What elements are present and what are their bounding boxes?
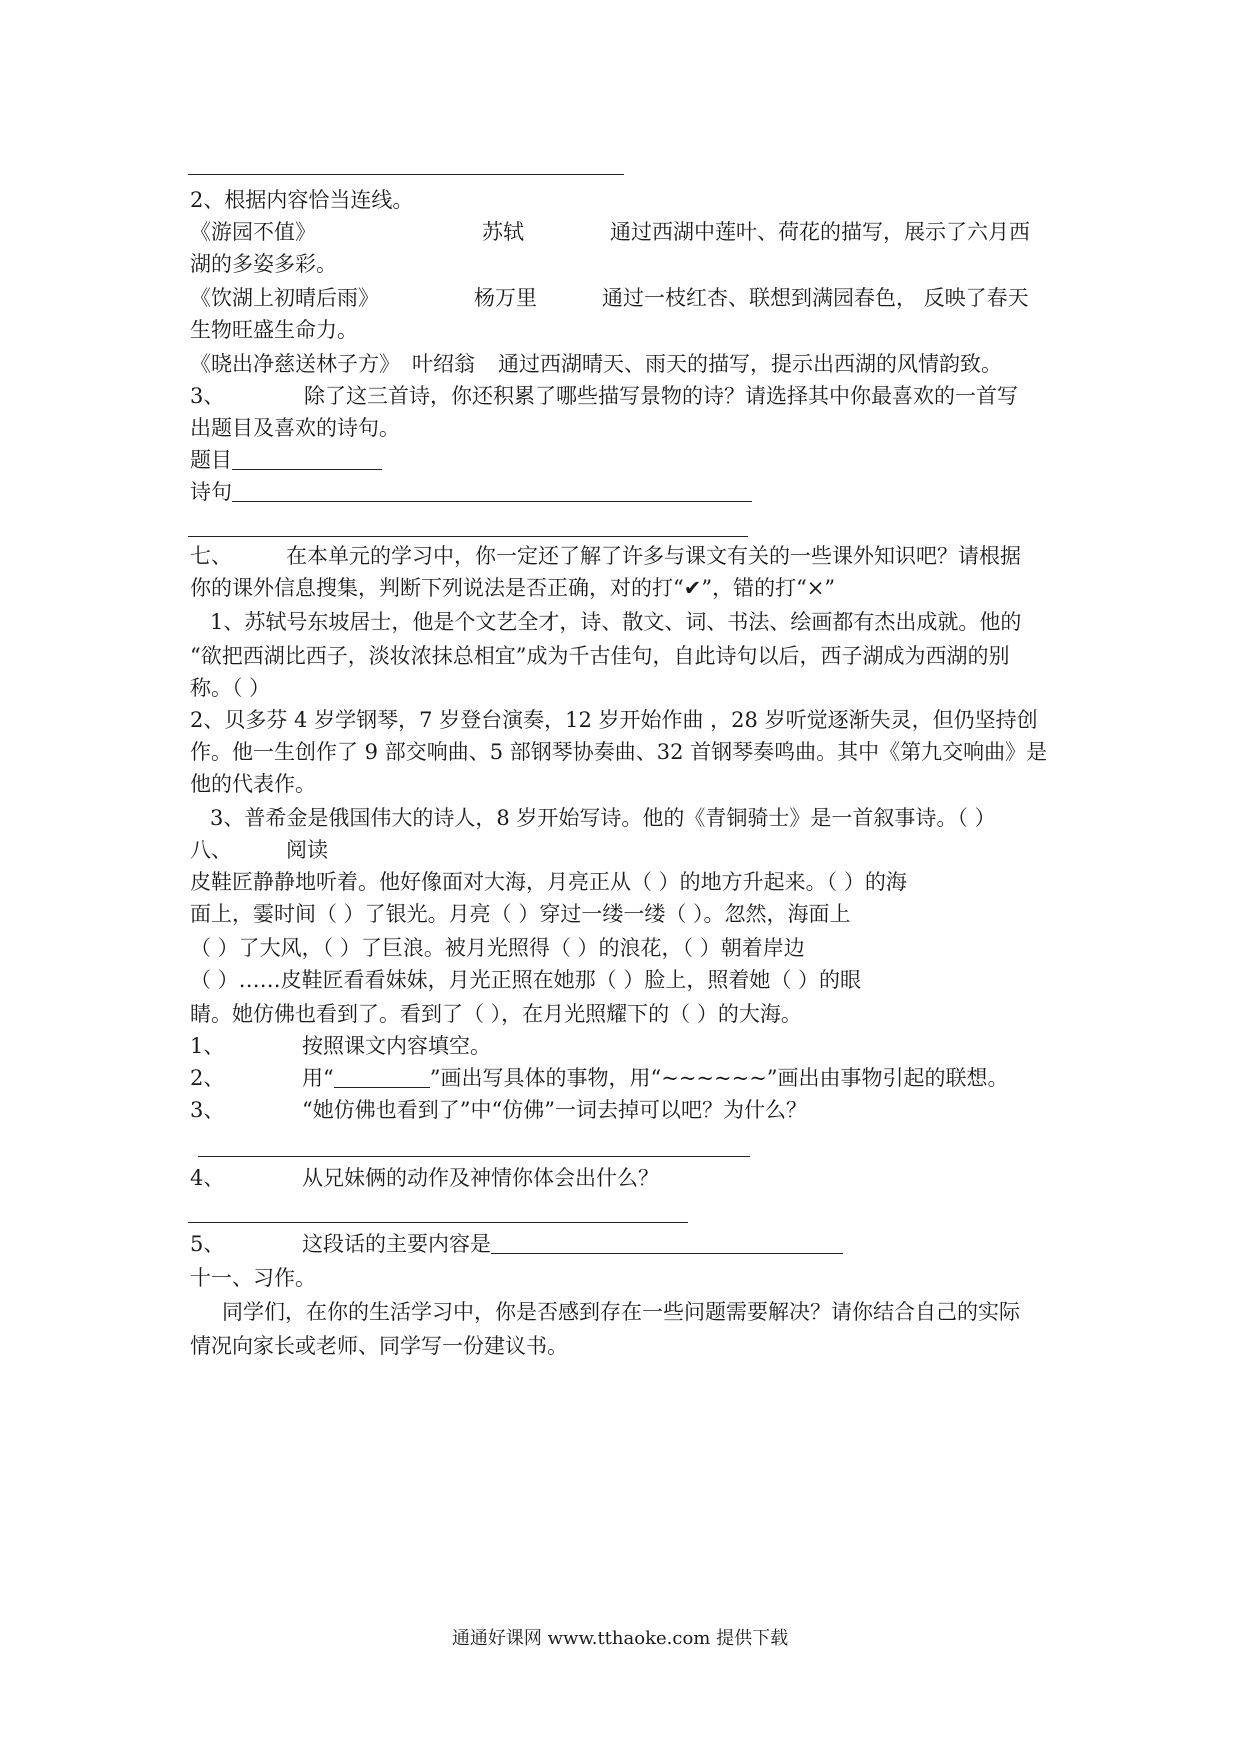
match-row-2-cont: 生物旺盛生命力。 <box>190 318 358 342</box>
judgement-item-2: 2、贝多芬 4 岁学钢琴，7 岁登台演奏，12 岁开始作曲 ，28 岁听觉逐渐失灵，但仍坚持创 <box>190 708 1038 732</box>
poem-title: 《晓出净慈送林子方》 <box>190 352 400 376</box>
question-3-cont: 出题目及喜欢的诗句。 <box>190 416 400 440</box>
poem-title-blank-row <box>190 444 1060 476</box>
question-text: 从兄妹俩的动作及神情你体会出什么？ <box>302 1166 659 1190</box>
reading-passage-line: 面上，霎时间（ ）了银光。月亮（ ）穿过一缕一缕（ ）。忽然，海面上 <box>190 902 851 926</box>
section-number: 八、 <box>190 838 232 862</box>
question-number: 5、 <box>190 1232 225 1256</box>
question-number: 3、 <box>190 1098 225 1122</box>
composition-prompt: 同学们，在你的生活学习中，你是否感到存在一些问题需要解决？请你结合自己的实际 <box>222 1300 1020 1324</box>
question-number: 2、 <box>190 1066 225 1090</box>
reading-question-5 <box>190 1228 1060 1260</box>
question-text: 这段话的主要内容是 <box>302 1232 491 1256</box>
question-3 <box>190 380 1060 412</box>
judgement-item-2-cont: 作。他一生创作了 9 部交响曲、5 部钢琴协奏曲、32 首钢琴奏鸣曲。其中《第九交响曲》是 <box>190 740 1048 764</box>
answer-line <box>198 1156 750 1157</box>
section-7-heading <box>190 540 1060 572</box>
question-text: 除了这三首诗，你还积累了哪些描写景物的诗？请选择其中你最喜欢的一首写 <box>304 384 1018 408</box>
question-text-pre: 用“ <box>302 1066 334 1090</box>
poem-author: 叶绍翁 <box>412 352 475 376</box>
reading-question-3 <box>190 1094 1060 1126</box>
answer-line <box>188 174 624 175</box>
section-title: 阅读 <box>286 838 328 862</box>
title-blank[interactable] <box>232 447 382 470</box>
reading-passage-line: 皮鞋匠静静地听着。他好像面对大海，月亮正从（ ）的地方升起来。（ ）的海 <box>190 870 907 894</box>
composition-prompt-cont: 情况向家长或老师、同学写一份建议书。 <box>190 1334 568 1358</box>
poem-desc: 通过西湖晴天、雨天的描写，提示出西湖的风情韵致。 <box>498 352 1002 376</box>
judgement-item-1-cont: 称。（ ） <box>190 676 271 700</box>
title-label: 题目 <box>190 448 232 472</box>
poem-desc: 通过西湖中莲叶、荷花的描写，展示了六月西 <box>610 220 1030 244</box>
verse-blank-row <box>190 476 1060 508</box>
answer-line <box>188 1222 688 1223</box>
reading-question-1 <box>190 1030 1060 1062</box>
reading-passage-line: （ ）……皮鞋匠看看妹妹，月光正照在她那（ ）脸上，照着她（ ）的眼 <box>190 968 862 992</box>
reading-passage-line: 睛。她仿佛也看到了。看到了（ ），在月光照耀下的（ ）的大海。 <box>190 1002 802 1026</box>
match-row-3 <box>190 348 1060 380</box>
match-row-1-cont: 湖的多姿多彩。 <box>190 252 337 276</box>
match-row-2 <box>190 282 1060 314</box>
poem-desc: 通过一枝红杏、联想到满园春色， 反映了春天 <box>602 286 1029 310</box>
question-2-title: 2、根据内容恰当连线。 <box>190 188 414 212</box>
poem-title: 《游园不值》 <box>190 220 316 244</box>
question-number: 4、 <box>190 1166 225 1190</box>
judgement-item-1-cont: “欲把西湖比西子，淡妆浓抹总相宜”成为千古佳句，自此诗句以后，西子湖成为西湖的别 <box>190 644 1010 668</box>
section-11-heading: 十一、习作。 <box>190 1266 316 1290</box>
section-8-heading <box>190 834 1060 866</box>
answer-blank[interactable] <box>491 1231 843 1254</box>
poem-author: 苏轼 <box>482 220 524 244</box>
question-number: 3、 <box>190 384 225 408</box>
judgement-item-1: 1、苏轼号东坡居士，他是个文艺全才，诗、散文、词、书法、绘画都有杰出成就。他的 <box>210 610 1022 634</box>
question-text: “她仿佛也看到了”中“仿佛”一词去掉可以吧？为什么？ <box>302 1098 807 1122</box>
reading-question-4 <box>190 1162 1060 1194</box>
judgement-item-3: 3、普希金是俄国伟大的诗人，8 岁开始写诗。他的《青铜骑士》是一首叙事诗。（ ） <box>210 806 996 830</box>
verse-blank[interactable] <box>232 479 752 502</box>
reading-passage-line: （ ）了大风，（ ）了巨浪。被月光照得（ ）的浪花，（ ）朝着岸边 <box>190 936 805 960</box>
section-text: 在本单元的学习中，你一定还了解了许多与课文有关的一些课外知识吧？请根据 <box>286 544 1021 568</box>
match-row-1 <box>190 216 1060 248</box>
section-7-cont: 你的课外信息搜集，判断下列说法是否正确，对的打“✔”，错的打“×” <box>190 576 836 600</box>
page-footer: 通通好课网 www.tthaoke.com 提供下载 <box>451 1628 789 1649</box>
poem-author: 杨万里 <box>474 286 537 310</box>
underline-sample <box>334 1065 430 1088</box>
poem-title: 《饮湖上初晴后雨》 <box>190 286 379 310</box>
question-number: 1、 <box>190 1034 225 1058</box>
judgement-item-2-cont: 他的代表作。 <box>190 772 316 796</box>
answer-line <box>188 536 748 537</box>
question-text: 按照课文内容填空。 <box>302 1034 491 1058</box>
section-number: 七、 <box>190 544 232 568</box>
reading-question-2 <box>190 1062 1060 1094</box>
verse-label: 诗句 <box>190 480 232 504</box>
question-text-post: ”画出写具体的事物，用“~~~~~~”画出由事物引起的联想。 <box>429 1066 1009 1090</box>
